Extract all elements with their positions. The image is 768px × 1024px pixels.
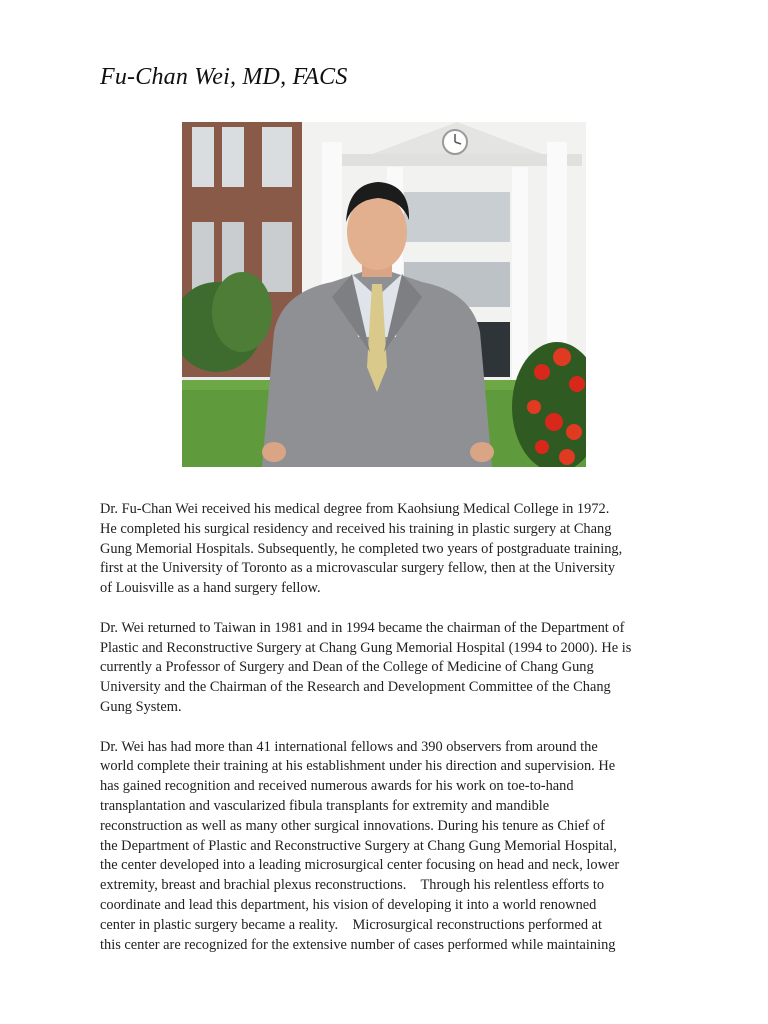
text-line: transplantation and vascularized fibula transplants for extremity and mandible: [100, 797, 550, 814]
portrait-photo: [182, 122, 586, 467]
text-line: extremity, breast and brachial plexus reconstructions. Through his relentless efforts to: [100, 877, 605, 894]
text-line: center in plastic surgery became a reality. Microsurgical reconstructions performed at: [100, 916, 603, 933]
biography-paragraph: [100, 619, 680, 718]
text-line: Dr. Fu-Chan Wei received his medical degree from Kaohsiung Medical College in 1972.: [100, 501, 610, 517]
text-line: reconstruction as well as many other surgical innovations. During his tenure as Chief of: [100, 817, 605, 834]
text-line: coordinate and lead this department, his vision of developing it into a world renowned: [100, 896, 597, 913]
page-title: Fu-Chan Wei, MD, FACS: [100, 64, 348, 90]
text-line: currently a Professor of Surgery and Dean of the College of Medicine of Chang Gung: [100, 659, 594, 676]
text-line: the center developed into a leading microsurgical center focusing on head and neck, lower: [100, 857, 620, 874]
text-line: first at the University of Toronto as a microvascular surgery fellow, then at the University: [100, 560, 616, 577]
text-line: world complete their training at his establishment under his direction and supervision. He: [100, 758, 616, 775]
biography-text: [100, 500, 680, 975]
text-line: the Department of Plastic and Reconstructive Surgery at Chang Gung Memorial Hospital,: [100, 837, 617, 854]
text-line: this center are recognized for the extensive number of cases performed while maintaining: [100, 936, 616, 953]
text-line: of Louisville as a hand surgery fellow.: [100, 580, 321, 597]
text-line: Gung Memorial Hospitals. Subsequently, he completed two years of postgraduate training,: [100, 540, 623, 557]
biography-paragraph: [100, 738, 680, 956]
text-line: Dr. Wei has had more than 41 international fellows and 390 observers from around the: [100, 738, 598, 755]
text-line: University and the Chairman of the Research and Development Committee of the Chang: [100, 679, 611, 696]
text-line: Dr. Wei returned to Taiwan in 1981 and in 1994 became the chairman of the Department of: [100, 619, 625, 636]
portrait-illustration: [182, 122, 586, 467]
text-line: He completed his surgical residency and received his training in plastic surgery at Chang: [100, 520, 612, 537]
text-line: Gung System.: [100, 698, 182, 715]
text-line: has gained recognition and received numerous awards for his work on toe-to-hand: [100, 778, 574, 795]
biography-paragraph: [100, 500, 680, 599]
text-line: Plastic and Reconstructive Surgery at Chang Gung Memorial Hospital (1994 to 2000). He is: [100, 639, 632, 656]
